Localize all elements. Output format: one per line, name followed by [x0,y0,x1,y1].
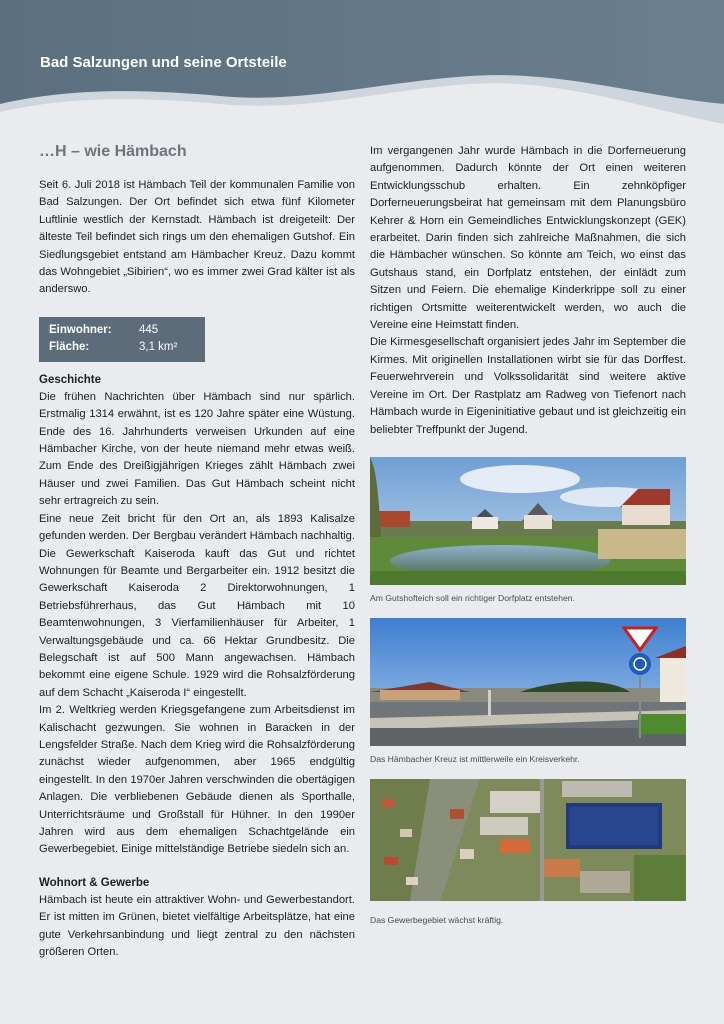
history-paragraph-1: Die frühen Nachrichten über Hämbach sind nur spärlich. Erstmalig 1314 erwähnt, ist es 120 Jahre später eine Wüstung. Ende des 16. Jahrhunderts verweisen Urkunden auf eine Hämbacher Kirche, von der heute niemand mehr etwas weiß. Zum Ende des Dreißigjährigen Krieges zählt Hämbach zwei Häuser und zwei Familien. Das Gut Hämbach scheint nicht sehr ertragreich zu sein. [39,390,355,508]
fact-row-population [49,322,195,339]
photo-pond [370,457,686,585]
photo-roundabout [370,618,686,746]
photo-caption: Das Hämbacher Kreuz ist mittlerweile ein Kreisverkehr. [370,753,580,764]
right-column [370,143,686,940]
page-header [0,0,724,140]
living-heading: Wohnort & Gewerbe [39,876,150,889]
living-paragraph: Hämbach ist heute ein attraktiver Wohn- und Gewerbestandort. Er ist mitten im Grünen, bietet vielfältige Arbeitsplätze, hat eine gute Verkehrsanbindung und liegt zentral zu den nächsten größeren Orten. [39,893,355,959]
fact-label: Fläche: [49,340,90,353]
clubs-paragraph: Die Kirmesgesellschaft organisiert jedes Jahr im September die Kirmes. Mit originellen Installationen wirbt sie für das Dorffest. Feuerwehrverein und Volkssolidarität sind weitere aktive Vereine im Ort. Der Rastplatz am Radweg von Tiefenort nach Hämbach wurde in Eigeninitiative gebaut und ist gleichzeitig ein beliebter Treffpunkt der Jugend. [370,336,686,436]
fact-value: 445 [139,323,159,336]
history-paragraph-2: Eine neue Zeit bricht für den Ort an, als 1893 Kalisalze gefunden werden. Der Bergbau verändert Hämbach nachhaltig. Die Gewerkschaft Kaiseroda kauft das Gut und richtet Wohnungen für Beamte und Bergarbeiter ein. 1912 besitzt die Gewerkschaft Kaiseroda 2 Direktorwohnungen, 1 Betriebsführerhaus, das Gut Hämbach mit 10 Beamtenwohnungen, 3 Vierfamilienhäuser für Arbeiter, 1 Verwaltungsgebäude und ca. 66 Hektar Grundbesitz. Die Belegschaft ist auf 500 Mann angewachsen. Hämbach bekommt eine eigene Schule. 1929 wird die Rohsalzförderung auf dem Schacht „Kaiseroda I“ eingestellt. [39,512,355,699]
left-column [39,143,355,961]
photo-caption: Das Gewerbegebiet wächst kräftig. [370,914,504,925]
history-paragraph-3: Im 2. Weltkrieg werden Kriegsgefangene zum Arbeitsdienst im Kalischacht gezwungen. Sie wohnen in Baracken in der Lengsfelder Straße. Nach dem Krieg wird die Rohsalzförderung zunächst wieder aufgenommen, aber 1965 endgültig eingestellt. In den 1970er Jahren verschwinden die obertägigen Anlagen. Die verbliebenen Gebäude dienen als Sporthalle, Unterrichtsräume und Großstall für Hühner. In den 1990er Jahren wird aus dem ehemaligen Schachtgelände ein Gewerbegebiet. Einige mittelständige Betriebe siedeln sich an. [39,704,355,856]
fact-row-area [49,339,195,356]
photo-caption: Am Gutshofteich soll ein richtiger Dorfplatz entstehen. [370,592,575,603]
fact-value: 3,1 km² [139,340,178,353]
article-title: …H – wie Hämbach [39,143,187,160]
header-title: Bad Salzungen und seine Ortsteile [40,54,287,71]
history-heading: Geschichte [39,373,101,386]
photo-aerial [370,779,686,907]
intro-paragraph: Seit 6. Juli 2018 ist Hämbach Teil der kommunalen Familie von Bad Salzungen. Der Ort befindet sich etwa fünf Kilometer Luftlinie westlich der Kernstadt. Hämbach ist dreigeteilt: Der älteste Teil befindet sich rings um den ehemaligen Gutshof. Ein Siedlungsgebiet entstand am Hämbacher Kreuz. Dazu kommt das Wohngebiet „Sibirien“, wo es immer zwei Grad kälter ist als anderswo. [39,179,355,296]
fact-box [39,317,205,362]
fact-label: Einwohner: [49,323,112,336]
renewal-paragraph: Im vergangenen Jahr wurde Hämbach in die Dorferneuerung aufgenommen. Dadurch könnte der Ort einen weiteren Entwicklungsschub erhalten. Ein zehnköpfiger Dorferneuerungsbeirat hat gemeinsam mit dem Planungsbüro Kehrer & Horn ein Gemeindliches Entwicklungskonzept (GEK) erarbeitet. Darin finden sich zahlreiche Maßnahmen, die sich die Hämbacher wünschen. So könnte am Teich, wo einst das Gutshaus stand, ein Dorfplatz entstehen, der einlädt zum Sitzen und Feiern. Die ehemalige Kinderkrippe soll zu einer richtigen Ortsmitte weiterentwickelt werden, wo auch die Vereine eine Heimstatt finden. [370,145,686,332]
